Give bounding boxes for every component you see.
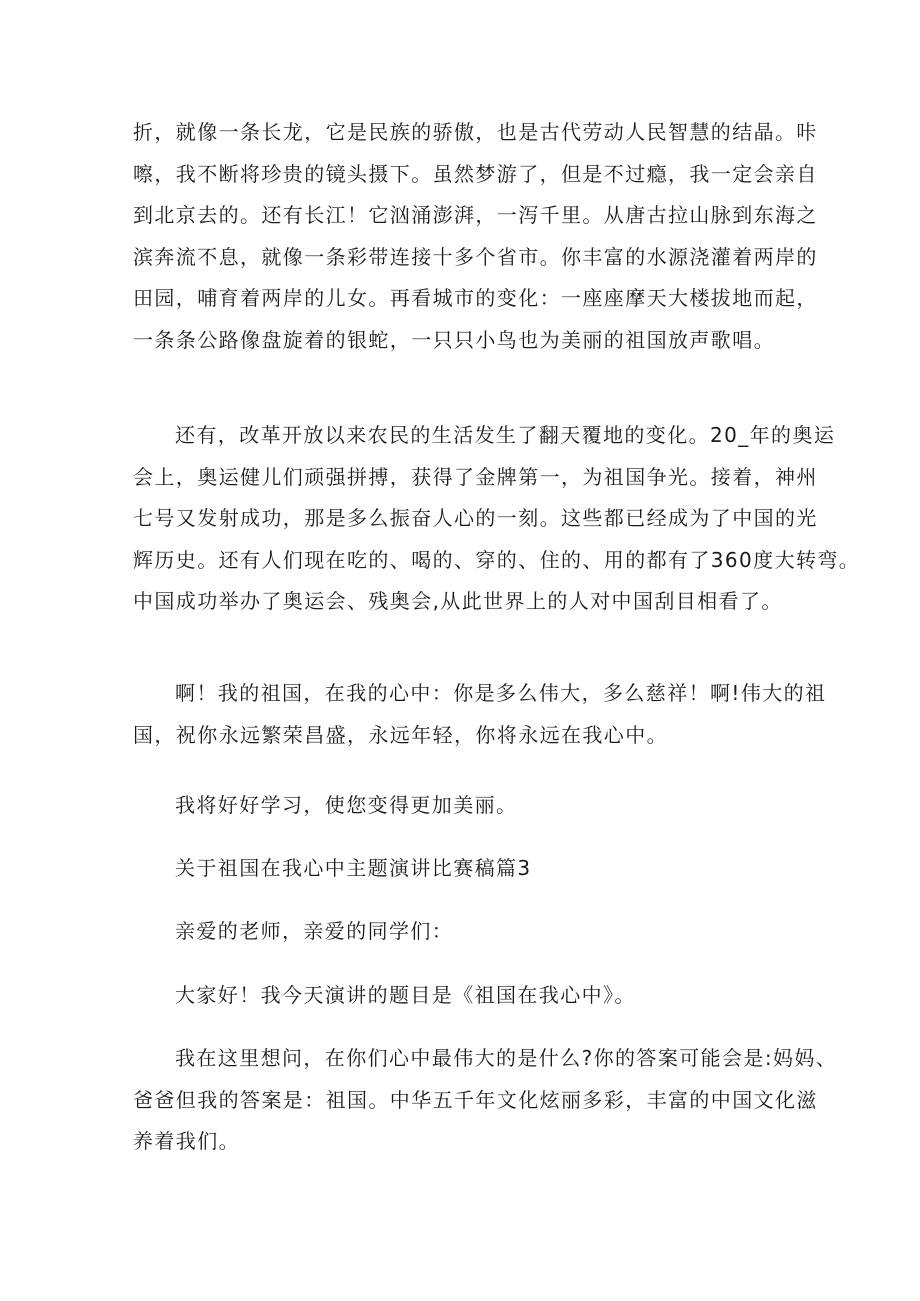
text-line: 到北京去的。还有长江！它汹涌澎湃，一泻千里。从唐古拉山脉到东海之 <box>133 203 818 227</box>
text-line: 爸爸但我的答案是：祖国。中华五千年文化炫丽多彩，丰富的中国文化滋 <box>133 1087 818 1112</box>
text-line: 还有，改革开放以来农民的生活发生了翻天覆地的变化。20_年的奥运 <box>175 423 836 447</box>
text-line: 养着我们。 <box>133 1129 240 1153</box>
text-line: 大家好！我今天演讲的题目是《祖国在我心中》。 <box>175 983 636 1007</box>
paragraph-greeting <box>133 911 793 953</box>
text-line: 国，祝你永远繁荣昌盛，永远年轻，你将永远在我心中。 <box>133 722 668 747</box>
paragraph-great-wall-yangtze <box>133 112 818 361</box>
text-line: 中国成功举办了奥运会、残奥会,从此世界上的人对中国刮目相看了。 <box>133 589 783 613</box>
text-line: 七号又发射成功，那是多么振奋人心的一刻。这些都已经成为了中国的光 <box>133 506 818 530</box>
heading-text: 关于祖国在我心中主题演讲比赛稿篇3 <box>175 856 532 880</box>
text-line: 我将好好学习，使您变得更加美丽。 <box>175 793 518 817</box>
text-line: 会上，奥运健儿们顽强拼搏，获得了金牌第一，为祖国争光。接着，神州 <box>133 464 818 489</box>
text-line: 辉历史。还有人们现在吃的、喝的、穿的、住的、用的都有了360度大转弯。 <box>133 547 861 572</box>
paragraph-study-hard <box>133 785 793 827</box>
paragraph-speech-topic <box>133 975 793 1017</box>
paragraph-greatest-answer <box>133 1038 838 1163</box>
section-heading <box>133 848 793 890</box>
text-line: 田园，哺育着两岸的儿女。再看城市的变化：一座座摩天大楼拔地而起， <box>133 286 818 310</box>
text-line: 折，就像一条长龙，它是民族的骄傲，也是古代劳动人民智慧的结晶。咔 <box>133 120 818 144</box>
paragraph-praise-motherland <box>133 673 827 756</box>
text-line: 我在这里想问，在你们心中最伟大的是什么?你的答案可能会是:妈妈、 <box>175 1046 838 1070</box>
text-line: 嚓，我不断将珍贵的镜头摄下。虽然梦游了，但是不过瘾，我一定会亲自 <box>133 161 818 186</box>
text-line: 一条条公路像盘旋着的银蛇，一只只小鸟也为美丽的祖国放声歌唱。 <box>133 327 775 352</box>
text-line: 啊！我的祖国，在我的心中：你是多么伟大，多么慈祥！啊!伟大的祖 <box>175 681 827 705</box>
text-line: 滨奔流不息，就像一条彩带连接十多个省市。你丰富的水源浇灌着两岸的 <box>133 244 818 269</box>
paragraph-reform-olympics <box>133 415 861 623</box>
text-line: 亲爱的老师，亲爱的同学们： <box>175 919 454 943</box>
